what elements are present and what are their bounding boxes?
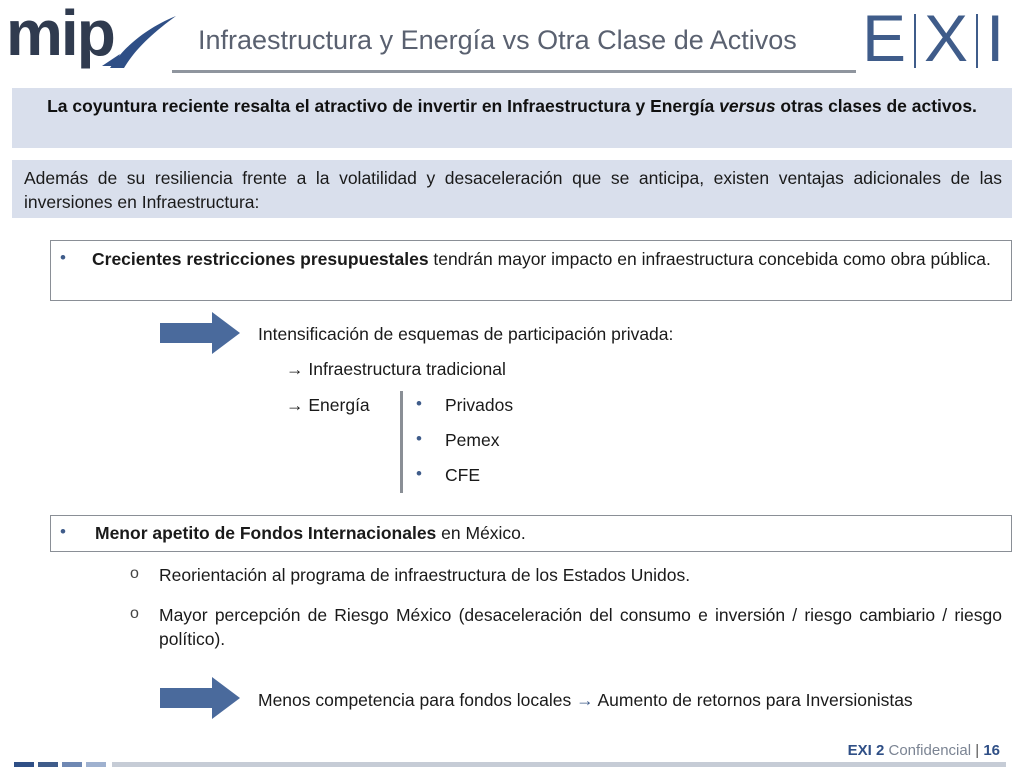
sub-bullet-marker: o <box>130 605 139 622</box>
section1-intro: Intensificación de esquemas de participación privada: <box>258 324 674 344</box>
bullet-text-budget <box>92 247 1001 271</box>
exi-logo-letter-i: I <box>986 1 1005 75</box>
exi-logo-letter-x: X <box>924 1 969 75</box>
bullet-marker: • <box>416 464 422 483</box>
sub-item-us-program: Reorientación al programa de infraestructura de los Estados Unidos. <box>159 565 691 585</box>
footer-bar-segment <box>38 762 58 767</box>
exi-logo-divider <box>976 14 978 68</box>
bullet-rest-budget: tendrán mayor impacto en infraestructura concebida como obra pública. <box>428 249 991 269</box>
footer-bar-segment <box>14 762 34 767</box>
section2-conclusion <box>258 688 913 712</box>
energy-list-item: Privados <box>445 395 514 415</box>
footer-bar-segment <box>112 762 1006 767</box>
thin-arrow-right-icon: → <box>286 395 304 415</box>
bullet-text-funds <box>95 521 1001 545</box>
mip-swoosh-icon <box>102 14 178 70</box>
item-energy <box>286 393 370 417</box>
footer-bar-segment <box>62 762 82 767</box>
bullet-marker: • <box>60 522 66 541</box>
title-divider <box>172 70 856 73</box>
item-traditional-label: Infraestructura tradicional <box>308 359 506 379</box>
footer-bar-segment <box>86 762 106 767</box>
block-arrow-right-icon <box>160 677 240 719</box>
footer-brand: EXI 2 <box>847 742 885 759</box>
thin-arrow-right-icon: → <box>286 359 304 379</box>
item-traditional <box>286 357 506 381</box>
subtitle-text: Además de su resiliencia frente a la volatilidad y desaceleración que se anticipa, existen ventajas adicionales de las inversiones en Infraestructura: <box>24 168 1002 212</box>
subtitle-box <box>12 160 1012 218</box>
headline-box <box>12 88 1012 148</box>
energy-bracket-divider <box>400 391 403 493</box>
bullet-marker: • <box>416 394 422 413</box>
block-arrow-right-icon <box>160 312 240 354</box>
sub-item-mexico-risk: Mayor percepción de Riesgo México (desaceleración del consumo e inversión / riesgo cambiario / riesgo político). <box>159 605 1002 649</box>
sub-bullet-marker: o <box>130 565 139 582</box>
footer <box>848 741 1000 761</box>
bullet-marker: • <box>60 248 66 267</box>
headline-part-2: otras clases de activos. <box>775 96 977 116</box>
mip-logo <box>6 0 176 70</box>
page-number: 16 <box>983 742 1000 759</box>
bullet-marker: • <box>416 429 422 448</box>
energy-list-item: CFE <box>445 465 480 485</box>
energy-list-item: Pemex <box>445 430 500 450</box>
headline-text <box>22 94 1002 118</box>
exi-logo <box>862 1 1012 75</box>
item-energy-label: Energía <box>308 395 370 415</box>
exi-logo-letter-e: E <box>862 1 907 75</box>
bullet-rest-funds: en México. <box>436 523 526 543</box>
footer-separator: | <box>975 742 980 759</box>
headline-emphasis: versus <box>719 96 776 116</box>
bullet-box-funds <box>50 515 1012 552</box>
conclusion-part-a: Menos competencia para fondos locales <box>258 690 577 710</box>
headline-part-1: La coyuntura reciente resalta el atractivo de invertir en Infraestructura y Energía <box>47 96 720 116</box>
mip-logo-text: mip <box>6 0 114 69</box>
page-title: Infraestructura y Energía vs Otra Clase de Activos <box>198 25 797 55</box>
bullet-bold-budget: Crecientes restricciones presupuestales <box>92 249 429 269</box>
exi-logo-divider <box>914 14 916 68</box>
footer-confidential: Confidencial <box>888 742 972 759</box>
thin-arrow-right-icon: → <box>576 690 594 710</box>
bullet-box-budget <box>50 240 1012 301</box>
conclusion-part-b: Aumento de retornos para Inversionistas <box>593 690 913 710</box>
bullet-bold-funds: Menor apetito de Fondos Internacionales <box>95 523 437 543</box>
